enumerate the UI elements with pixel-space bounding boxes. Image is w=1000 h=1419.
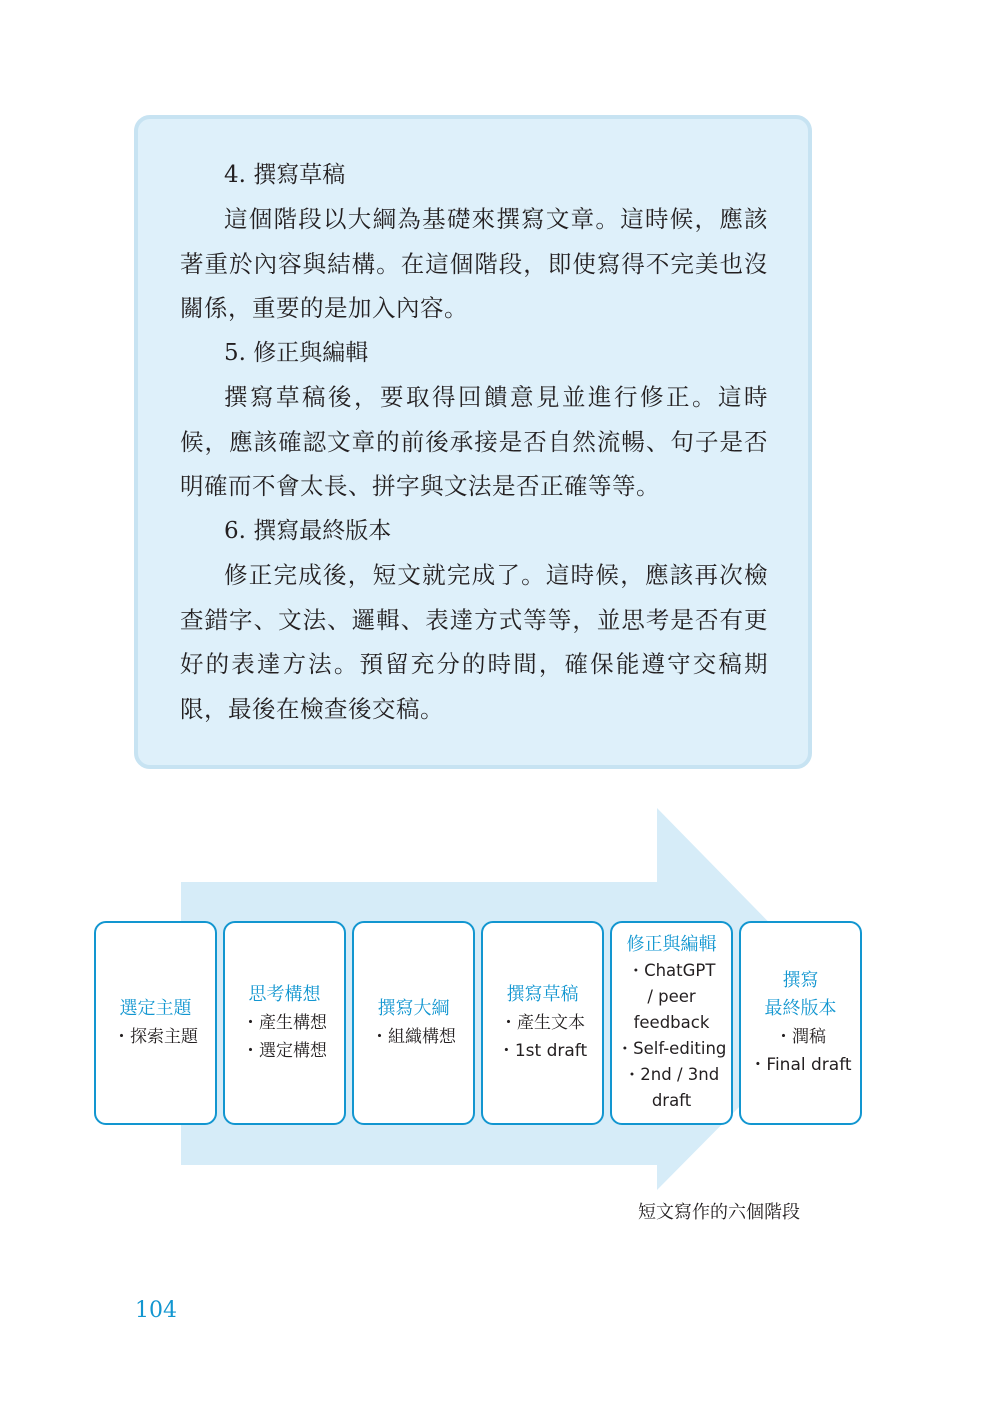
stage-item: ・產生構想 — [242, 1013, 327, 1033]
stage-item: ・選定構想 — [242, 1041, 327, 1061]
section-4-heading: 4. 撰寫草稿 — [224, 162, 346, 188]
stage-title: 撰寫 最終版本 — [764, 970, 837, 1019]
section-6-body: 修正完成後，短文就完成了。這時候，應該再次檢查錯字、文法、邏輯、表達方式等等，並思考是否有更好的表達方法。預留充分的時間，確保能遵守交稿期限，最後在檢查後交稿。 — [180, 561, 768, 723]
stage-item: ・1st draft — [497, 1041, 588, 1061]
stage-title: 選定主題 — [119, 998, 192, 1019]
page-number: 104 — [135, 1298, 177, 1323]
stage-box — [352, 921, 475, 1125]
diagram-caption: 短文寫作的六個階段 — [638, 1202, 800, 1223]
stage-item: ・Self-editing — [616, 1039, 727, 1058]
stage-item: ・2nd / 3nd draft — [623, 1065, 720, 1110]
stage-box — [481, 921, 604, 1125]
stage-box — [94, 921, 217, 1125]
section-5-heading: 5. 修正與編輯 — [224, 340, 369, 366]
stage-item: ・ChatGPT / peer feedback — [627, 961, 716, 1032]
stage-item: ・Final draft — [749, 1055, 852, 1075]
stage-item: ・組織構想 — [371, 1027, 456, 1047]
section-6-heading: 6. 撰寫最終版本 — [224, 518, 392, 544]
stage-item: ・潤稿 — [775, 1027, 826, 1047]
stage-title: 撰寫大綱 — [377, 998, 450, 1019]
section-4-body: 這個階段以大綱為基礎來撰寫文章。這時候，應該著重於內容與結構。在這個階段，即使寫得不完美也沒關係，重要的是加入內容。 — [180, 205, 768, 322]
stage-title: 撰寫草稿 — [506, 984, 579, 1005]
stage-title: 思考構想 — [248, 984, 321, 1005]
stage-box — [739, 921, 862, 1125]
section-5-body: 撰寫草稿後，要取得回饋意見並進行修正。這時候，應該確認文章的前後承接是否自然流暢、句子是否明確而不會太長、拼字與文法是否正確等等。 — [180, 383, 768, 500]
stage-item: ・產生文本 — [500, 1013, 585, 1033]
stage-box — [610, 921, 733, 1125]
stage-title: 修正與編輯 — [626, 934, 717, 955]
stage-box — [223, 921, 346, 1125]
stage-item: ・探索主題 — [113, 1027, 198, 1047]
